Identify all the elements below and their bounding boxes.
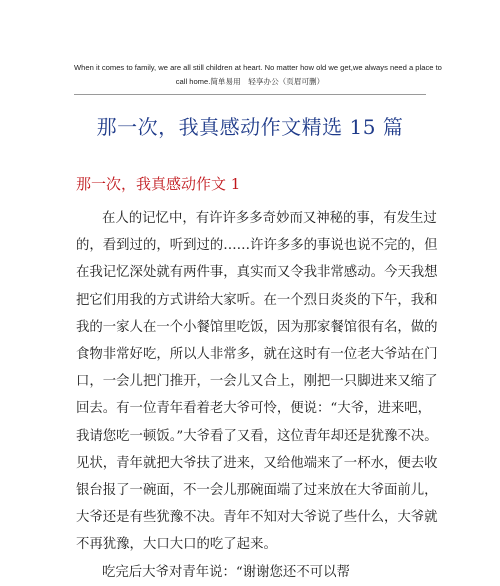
body-line: 我请您吃一顿饭。”大爷看了又看，这位青年却还是犹豫不决。 (76, 428, 438, 444)
body-line-cutoff: 吃完后大爷对青年说：“谢谢您还不可以帮 (102, 564, 350, 580)
document-title: 那一次，我真感动作文精选 15 篇 (96, 115, 404, 139)
body-line: 我的一家人在一个小餐馆里吃饭，因为那家餐馆很有名，做的 (76, 319, 438, 335)
body-line: 见状，青年就把大爷扶了进来，又给他端来了一杯水，便去收 (76, 455, 438, 471)
header-line-2: call home.简单易用 轻享办公（页眉可删） (175, 77, 325, 86)
body-line: 大爷还是有些犹豫不决。青年不知对大爷说了些什么，大爷就 (76, 510, 438, 526)
body-line: 的，看到过的，听到过的……许许多多的事说也说不完的，但 (76, 238, 438, 254)
body-line: 回去。有一位青年看着老大爷可怜，便说：“大爷，进来吧， (76, 401, 431, 417)
body-line: 在我记忆深处就有两件事，真实而又令我非常感动。今天我想 (76, 265, 438, 281)
body-line: 食物非常好吃，所以人非常多，就在这时有一位老大爷站在门 (76, 347, 438, 363)
header-divider (74, 94, 426, 95)
body-line: 银台报了一碗面，不一会儿那碗面端了过来放在大爷面前儿， (76, 483, 438, 499)
body-line: 口，一会儿把门推开，一会儿又合上，刚把一只脚进来又缩了 (76, 374, 438, 390)
body-line: 在人的记忆中，有许许多多奇妙而又神秘的事，有发生过 (102, 211, 437, 226)
header-line-1: When it comes to family, we are all still children at heart. No matter how old we get,we always need a place to (74, 63, 442, 72)
body-paragraph (76, 205, 438, 586)
body-line: 不再犹豫，大口大口的吃了起来。 (76, 537, 277, 553)
page-header (74, 61, 442, 89)
section-title: 那一次，我真感动作文 1 (76, 175, 241, 193)
body-line: 把它们用我的方式讲给大家听。在一个烈日炎炎的下午，我和 (76, 292, 438, 308)
